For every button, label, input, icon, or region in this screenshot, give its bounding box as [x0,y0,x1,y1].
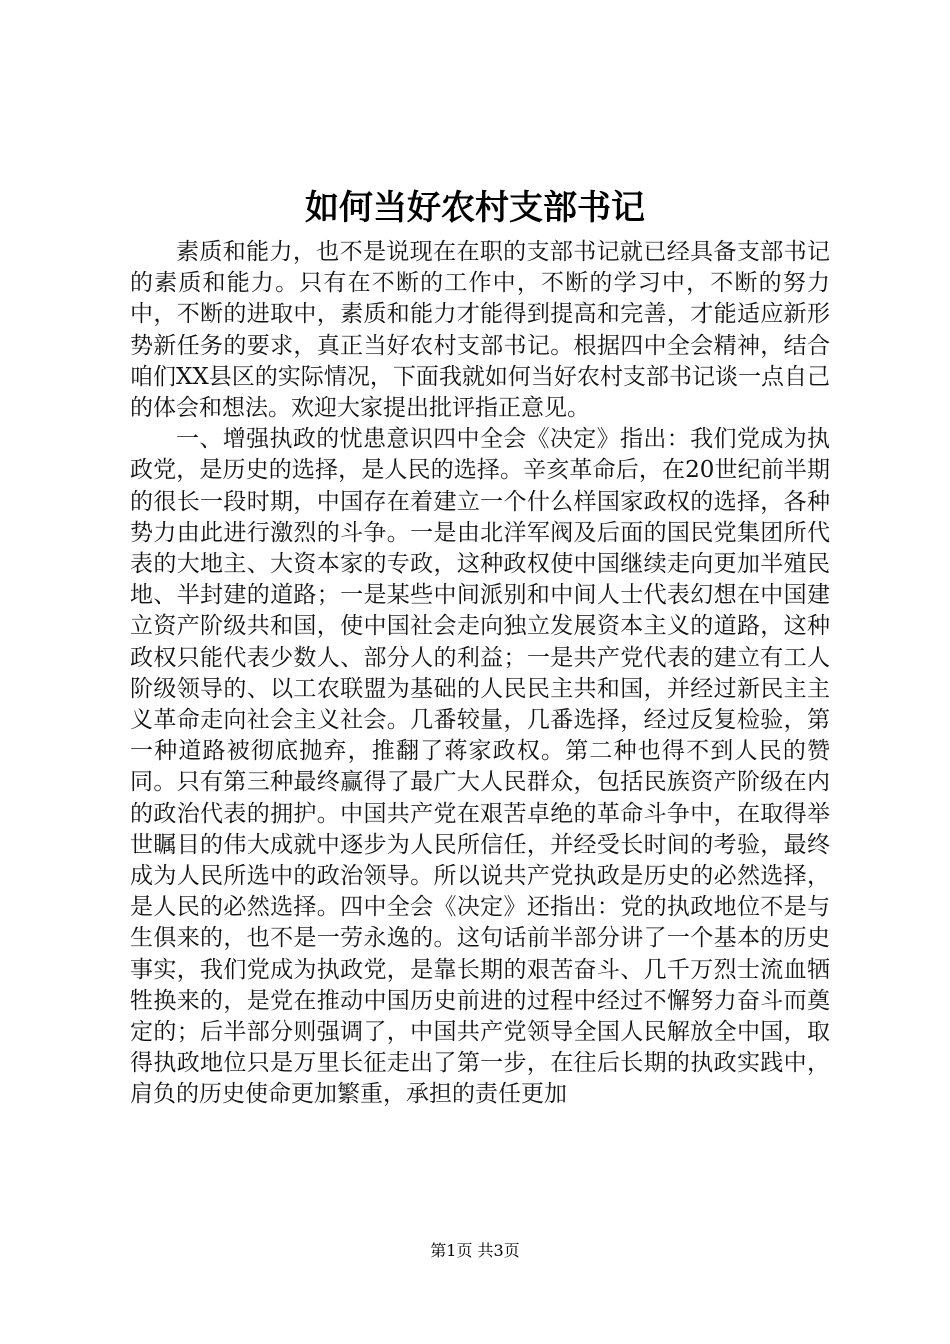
paragraph-intro: 素质和能力，也不是说现在在职的支部书记就已经具备支部书记的素质和能力。只有在不断的工作中，不断的学习中，不断的努力中，不断的进取中，素质和能力才能得到提高和完善，才能适应新形势新任务的要求，真正当好农村支部书记。根据四中全会精神，结合咱们XX县区的实际情况，下面我就如何当好农村支部书记谈一点自己的体会和想法。欢迎大家提出批评指正意见。 [130,239,830,422]
page-footer: 第1页 共3页 [430,1241,520,1260]
paragraph-section-1: 一、增强执政的忧患意识四中全会《决定》指出：我们党成为执政党，是历史的选择，是人民的选择。辛亥革命后，在20世纪前半期的很长一段时期，中国存在着建立一个什么样国家政权的选择，各种势力由此进行激烈的斗争。一是由北洋军阀及后面的国民党集团所代表的大地主、大资本家的专政，这种政权使中国继续走向更加半殖民地、半封建的道路；一是某些中间派别和中间人士代表幻想在中国建立资产阶级共和国，使中国社会走向独立发展资本主义的道路，这种政权只能代表少数人、部分人的利益；一是共产党代表的建立有工人阶级领导的、以工农联盟为基础的人民民主共和国，并经过新民主主义革命走向社会主义社会。几番较量，几番选择，经过反复检验，第一种道路被彻底抛弃，推翻了蒋家政权。第二种也得不到人民的赞同。只有第三种最终赢得了最广大人民群众，包括民族资产阶级在内的政治代表的拥护。中国共产党在艰苦卓绝的革命斗争中，在取得举世瞩目的伟大成就中逐步为人民所信任，并经受长时间的考验，最终成为人民所选中的政治领导。所以说共产党执政是历史的必然选择，是人民的必然选择。四中全会《决定》还指出：党的执政地位不是与生俱来的，也不是一劳永逸的。这句话前半部分讲了一个基本的历史事实，我们党成为执政党，是靠长期的艰苦奋斗、几千万烈士流血牺牲换来的，是党在推动中国历史前进的过程中经过不懈努力奋斗而奠定的；后半部分则强调了，中国共产党领导全国人民解放全中国，取得执政地位只是万里长征走出了第一步，在往后长期的执政实践中，肩负的历史使命更加繁重，承担的责任更加 [130,426,830,1108]
document-title: 如何当好农村支部书记 [305,188,645,228]
document-body [130,237,830,1111]
